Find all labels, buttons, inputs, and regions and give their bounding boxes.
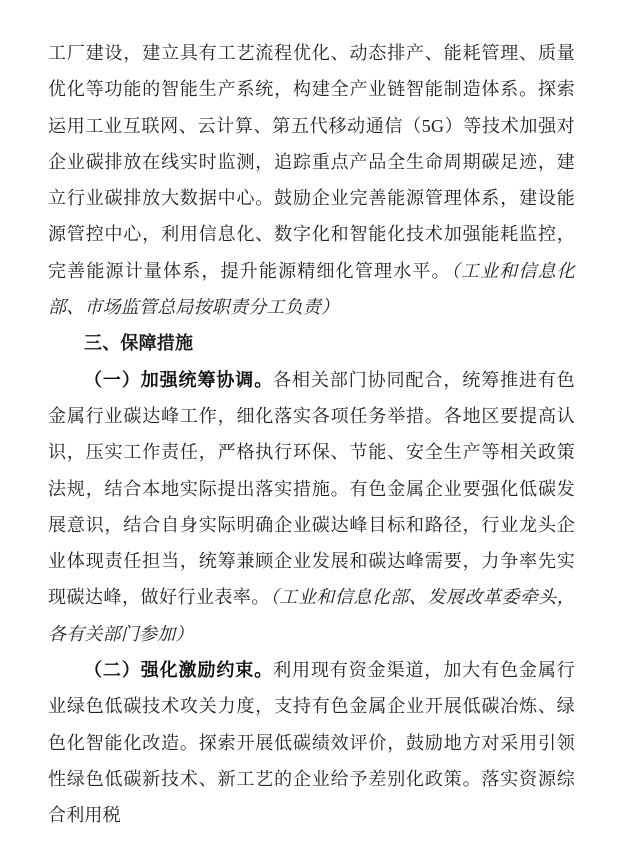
paragraph-coordination — [48, 362, 575, 652]
clause-lead: （一）加强统筹协调。 — [84, 369, 274, 390]
section-heading-safeguard-measures: 三、保障措施 — [84, 333, 194, 354]
paragraph-incentives — [48, 652, 575, 833]
paragraph-smart-manufacturing — [48, 35, 575, 325]
clause-lead: （二）强化激励约束。 — [84, 660, 274, 681]
paragraph-text: 利用现有资金渠道，加大有色金属行业绿色低碳技术攻关力度，支持有色金属企业开展低碳冶炼、绿色化智能化改造。探索开展低碳绩效评价，鼓励地方对采用引领性绿色低碳新技术、新工艺的企业给予差别化政策。落实资源综合利用税 — [48, 660, 576, 826]
department-attribution: （工业和信息化部、市场监管总局按职责分工负责） — [48, 260, 575, 318]
paragraph-text: 工厂建设，建立具有工艺流程优化、动态排产、能耗管理、质量优化等功能的智能生产系统，构建全产业链智能制造体系。探索运用工业互联网、云计算、第五代移动通信（5G）等技术加强对企业碳排放在线实时监测，追踪重点产品全生命周期碳足迹，建立行业碳排放大数据中心。鼓励企业完善能源管理体系，建设能源管控中心，利用信息化、数字化和智能化技术加强能耗监控，完善能源计量体系，提升能源精细化管理水平。 — [48, 43, 575, 281]
paragraph-text: 各相关部门协同配合，统筹推进有色金属行业碳达峰工作，细化落实各项任务举措。各地区要提高认识，压实工作责任，严格执行环保、节能、安全生产等相关政策法规，结合本地实际提出落实措施。有色金属企业要强化低碳发展意识，结合自身实际明确企业碳达峰目标和路径，行业龙头企业体现责任担当，统筹兼顾企业发展和碳达峰需要，力争率先实现碳达峰，做好行业表率。 — [48, 369, 576, 608]
department-attribution: （工业和信息化部、发展改革委牵头，各有关部门参加） — [48, 587, 575, 644]
